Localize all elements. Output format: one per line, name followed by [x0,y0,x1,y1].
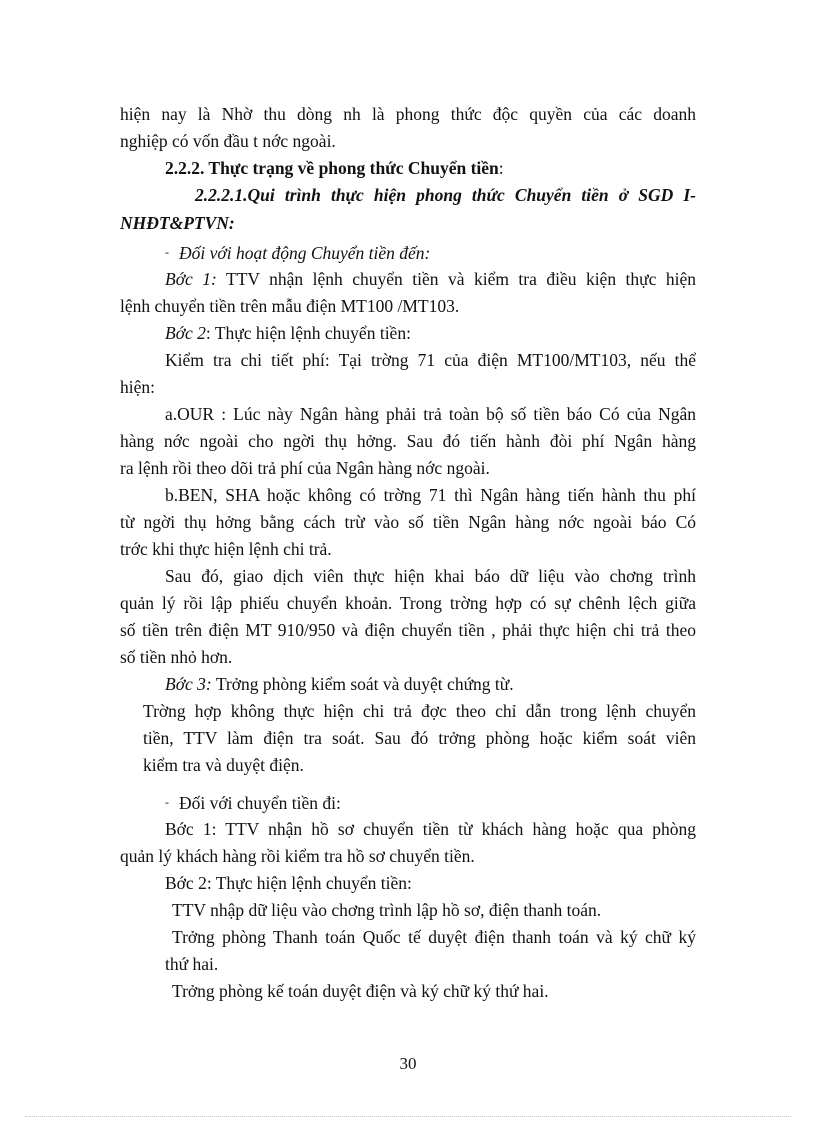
paragraph-line: hiện: [120,377,155,397]
paragraph-line: quản lý rồi lập phiếu chuyển khoản. Trong trờng hợp có sự chênh lệch giữa [120,593,696,613]
step-3-line [165,673,514,695]
paragraph-line: Sau đó, giao dịch viên thực hiện khai báo dữ liệu vào chơng trình [165,566,696,586]
paragraph-line: số tiền nhỏ hơn. [120,647,233,667]
paragraph-line: TTV nhập dữ liệu vào chơng trình lập hồ sơ, điện thanh toán. [172,900,602,920]
section-heading-2-2-2 [165,157,504,179]
paragraph-line: kiểm tra và duyệt điện. [143,755,304,775]
paragraph-line: Bớc 1: TTV nhận hồ sơ chuyển tiền từ khách hàng hoặc qua phòng [165,819,696,839]
paragraph-line: Bớc 2: Thực hiện lệnh chuyển tiền: [165,873,412,893]
bullet-label: Đối với chuyển tiền đi: [179,793,341,813]
step-text: : Thực hiện lệnh chuyển tiền: [205,323,411,343]
heading-colon: : [498,158,504,178]
step-label: Bớc 2 [165,323,206,343]
paragraph-line: thứ hai. [165,954,219,974]
paragraph-line: số tiền trên điện MT 910/950 và điện chuyển tiền , phải thực hiện chi trả theo [120,620,696,640]
bullet-label: Đối với hoạt động Chuyển tiền đến: [179,243,431,263]
step-text: Trởng phòng kiểm soát và duyệt chứng từ. [215,674,514,694]
paragraph-line: Trởng phòng kế toán duyệt điện và ký chữ ký thứ hai. [172,981,549,1001]
paragraph-line: hiện nay là Nhờ thu dòng nh là phong thức độc quyền của các doanh [120,104,696,124]
page-bottom-divider [25,1116,791,1117]
paragraph-line: b.BEN, SHA hoặc không có trờng 71 thì Ngân hàng tiến hành thu phí [165,485,696,505]
paragraph-line: Trởng phòng Thanh toán Quốc tế duyệt điện thanh toán và ký chữ ký [172,927,696,947]
bullet-outgoing-transfer [165,791,341,814]
bullet-marker: - [165,795,169,809]
paragraph-line: Kiểm tra chi tiết phí: Tại trờng 71 của điện MT100/MT103, nếu thể [165,350,696,370]
paragraph-line: nghiệp có vốn đầu t nớc ngoài. [120,131,336,151]
section-heading-2-2-2-1: 2.2.2.1.Qui trình thực hiện phong thức Chuyển tiền ở SGD I- [195,185,696,205]
bullet-marker: - [165,245,169,259]
section-heading-2-2-2-1-cont: NHĐT&PTVN: [120,213,235,233]
step-text: TTV nhận lệnh chuyển tiền và kiểm tra điều kiện thực hiện [226,269,696,289]
step-2-line [165,322,411,344]
paragraph-line: tiền, TTV làm điện tra soát. Sau đó trởng phòng hoặc kiểm soát viên [143,728,696,748]
step-label: Bớc 3: [165,674,212,694]
paragraph-line: a.OUR : Lúc này Ngân hàng phải trả toàn bộ số tiền báo Có của Ngân [165,404,696,424]
paragraph-line: hàng nớc ngoài cho ngời thụ hởng. Sau đó tiến hành đòi phí Ngân hàng [120,431,696,451]
paragraph-line: từ ngời thụ hởng bằng cách trừ vào số tiền Ngân hàng nớc ngoài báo Có [120,512,696,532]
bullet-incoming-transfer [165,241,430,264]
step-label: Bớc 1: [165,269,217,289]
paragraph-line: trớc khi thực hiện lệnh chi trả. [120,539,332,559]
page-number: 30 [399,1054,417,1073]
paragraph-line: quản lý khách hàng rồi kiểm tra hồ sơ chuyển tiền. [120,846,475,866]
paragraph-line: ra lệnh rồi theo dõi trả phí của Ngân hàng nớc ngoài. [120,458,490,478]
heading-text: 2.2.2. Thực trạng về phong thức Chuyển tiền [165,158,499,178]
paragraph-line: Trờng hợp không thực hiện chi trả đợc theo chỉ dẫn trong lệnh chuyển [143,701,696,721]
paragraph-line: lệnh chuyển tiền trên mẫu điện MT100 /MT103. [120,296,460,316]
step-1-line [165,268,696,290]
